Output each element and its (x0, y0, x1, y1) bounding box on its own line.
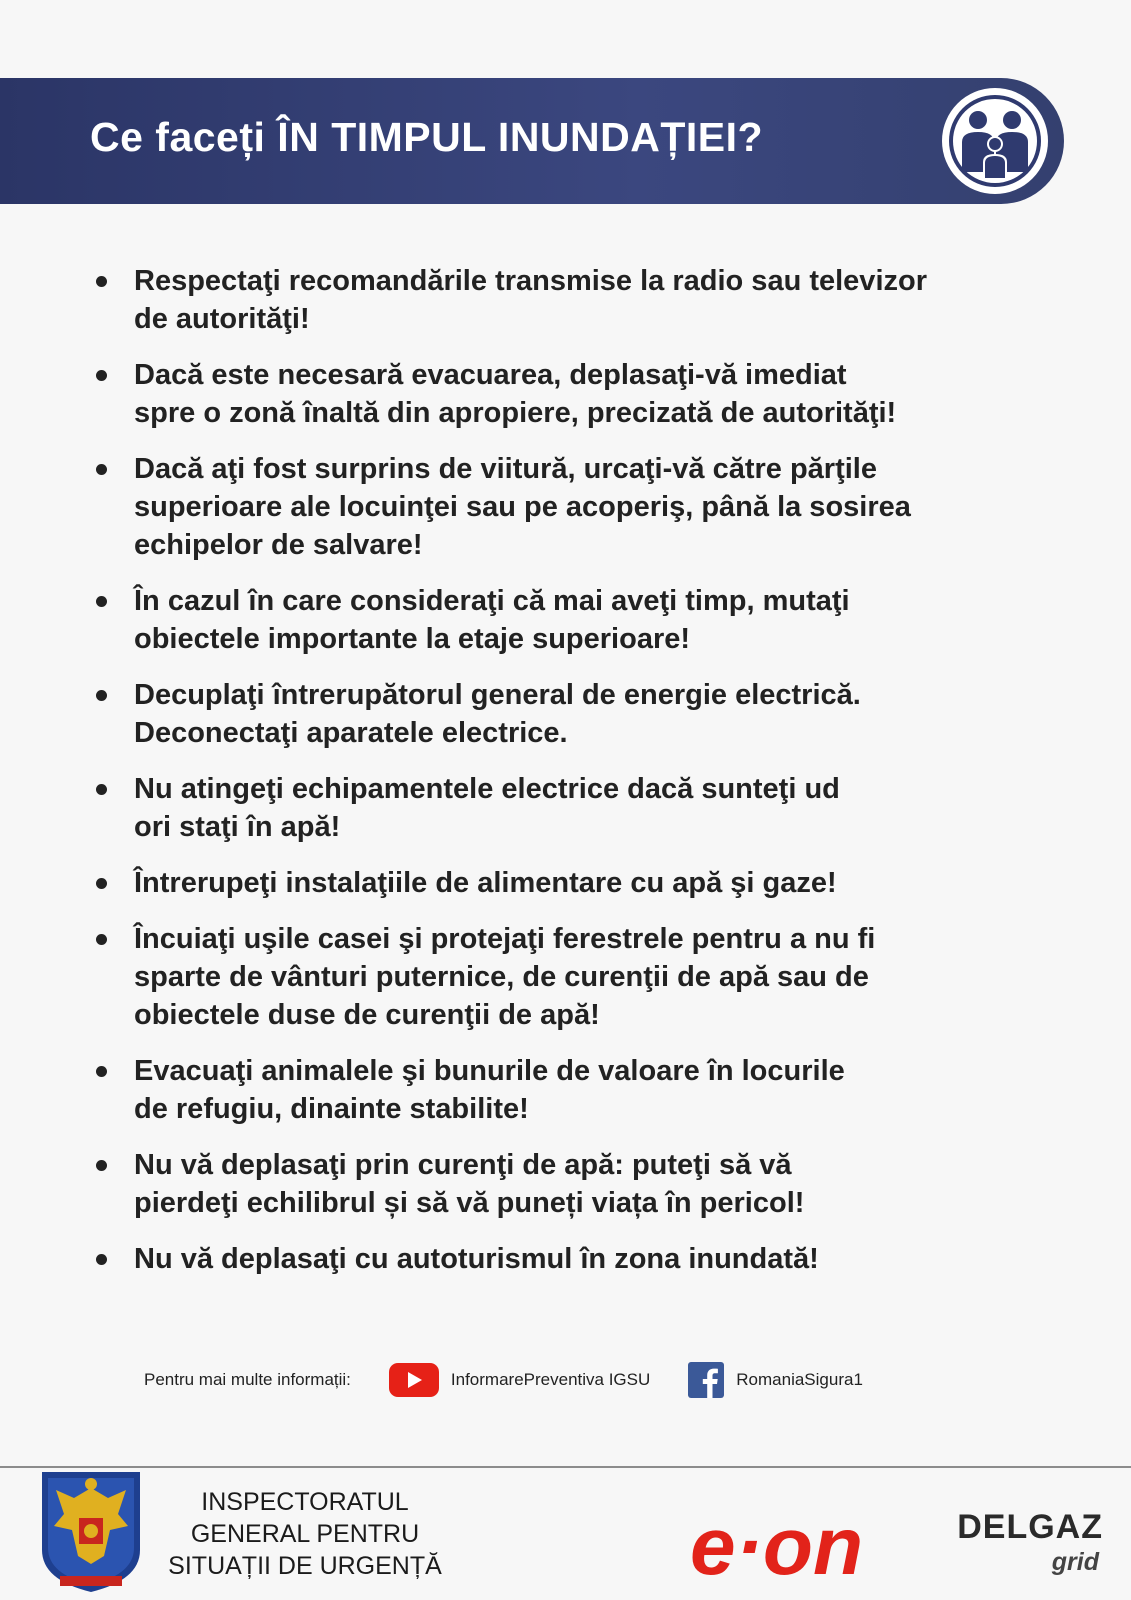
facebook-icon[interactable] (688, 1362, 724, 1398)
youtube-icon[interactable] (389, 1363, 439, 1397)
tip-line: În cazul în care consideraţi că mai aveţi timp, mutaţi (134, 585, 850, 617)
tip-line: Evacuaţi animalele şi bunurile de valoare în locurile (134, 1055, 845, 1087)
delgaz-grid-text: grid (1051, 1548, 1099, 1576)
tip-line: ori staţi în apă! (134, 811, 341, 843)
delgaz-wordmark (957, 1508, 1103, 1547)
bullet-icon (96, 690, 107, 701)
bullet-icon (96, 1160, 107, 1171)
institution-line: INSPECTORATUL (201, 1488, 409, 1516)
tip-line: echipelor de salvare! (134, 529, 423, 561)
tip-item (94, 770, 1074, 846)
tip-line: Nu vă deplasaţi prin curenţi de apă: puteţi să vă (134, 1149, 792, 1181)
delgaz-part-b: GAZ (1028, 1508, 1103, 1546)
footer-divider (0, 1466, 1131, 1468)
tip-line: Respectaţi recomandările transmise la radio sau televizor (134, 265, 927, 297)
tip-item (94, 450, 1074, 564)
info-label: Pentru mai multe informații: (144, 1370, 351, 1389)
bullet-icon (96, 878, 107, 889)
tip-line: spre o zonă înaltă din apropiere, precizată de autorităţi! (134, 397, 897, 429)
romania-coat-of-arms-icon (38, 1470, 144, 1594)
institution-line: SITUAȚII DE URGENȚĂ (168, 1552, 442, 1580)
bullet-icon (96, 464, 107, 475)
bullet-icon (96, 370, 107, 381)
header-banner (0, 78, 1064, 204)
tip-item (94, 676, 1074, 752)
bullet-icon (96, 934, 107, 945)
tip-line: sparte de vânturi puternice, de curenţii de apă sau de (134, 961, 869, 993)
page-title: Ce faceți ÎN TIMPUL INUNDAȚIEI? (90, 114, 764, 160)
delgaz-grid-logo (955, 1508, 1115, 1588)
bullet-icon (96, 596, 107, 607)
institution-line: GENERAL PENTRU (190, 1520, 420, 1548)
youtube-channel-link[interactable]: InformarePreventiva IGSU (450, 1370, 651, 1389)
delgaz-part-a: DEL (957, 1508, 1029, 1546)
info-bar (144, 1362, 1004, 1398)
tip-item (94, 262, 1074, 338)
tip-line: de autorităţi! (134, 303, 310, 335)
tip-line: obiectele importante la etaje superioare! (134, 623, 691, 655)
tip-item (94, 920, 1074, 1034)
tip-line: de refugiu, dinainte stabilite! (134, 1093, 529, 1125)
bullet-icon (96, 276, 107, 287)
tip-line: Nu atingeţi echipamentele electrice dacă sunteţi ud (134, 773, 840, 805)
tip-item (94, 1240, 1074, 1278)
tip-item (94, 582, 1074, 658)
tip-item (94, 864, 1074, 902)
tips-list (94, 262, 1074, 1296)
bullet-icon (96, 1066, 107, 1077)
facebook-page-link[interactable]: RomaniaSigura1 (736, 1370, 863, 1389)
tip-line: Dacă aţi fost surprins de viitură, urcaţi-vă către părţile (134, 453, 877, 485)
bullet-icon (96, 1254, 107, 1265)
tip-line: Nu vă deplasaţi cu autoturismul în zona inundată! (134, 1243, 819, 1275)
tip-item (94, 1052, 1074, 1128)
tip-line: Încuiaţi uşile casei şi protejaţi ferestrele pentru a nu fi (134, 923, 876, 955)
tip-line: obiectele duse de curenţii de apă! (134, 999, 600, 1031)
institution-name (150, 1486, 460, 1582)
tip-line: Deconectaţi aparatele electrice. (134, 717, 568, 749)
tip-line: Întrerupeţi instalaţiile de alimentare cu apă şi gaze! (134, 867, 837, 899)
tip-line: pierdeţi echilibrul și să vă puneți viața în pericol! (134, 1187, 805, 1219)
bullet-icon (96, 784, 107, 795)
tip-item (94, 356, 1074, 432)
tip-line: Decuplaţi întrerupătorul general de energie electrică. (134, 679, 861, 711)
eon-logo (688, 1508, 918, 1588)
family-icon (938, 84, 1052, 198)
eon-logo-text: e·on (690, 1508, 864, 1588)
tip-line: superioare ale locuinţei sau pe acoperiş, până la sosirea (134, 491, 911, 523)
tip-item (94, 1146, 1074, 1222)
tip-line: Dacă este necesară evacuarea, deplasaţi-vă imediat (134, 359, 847, 391)
